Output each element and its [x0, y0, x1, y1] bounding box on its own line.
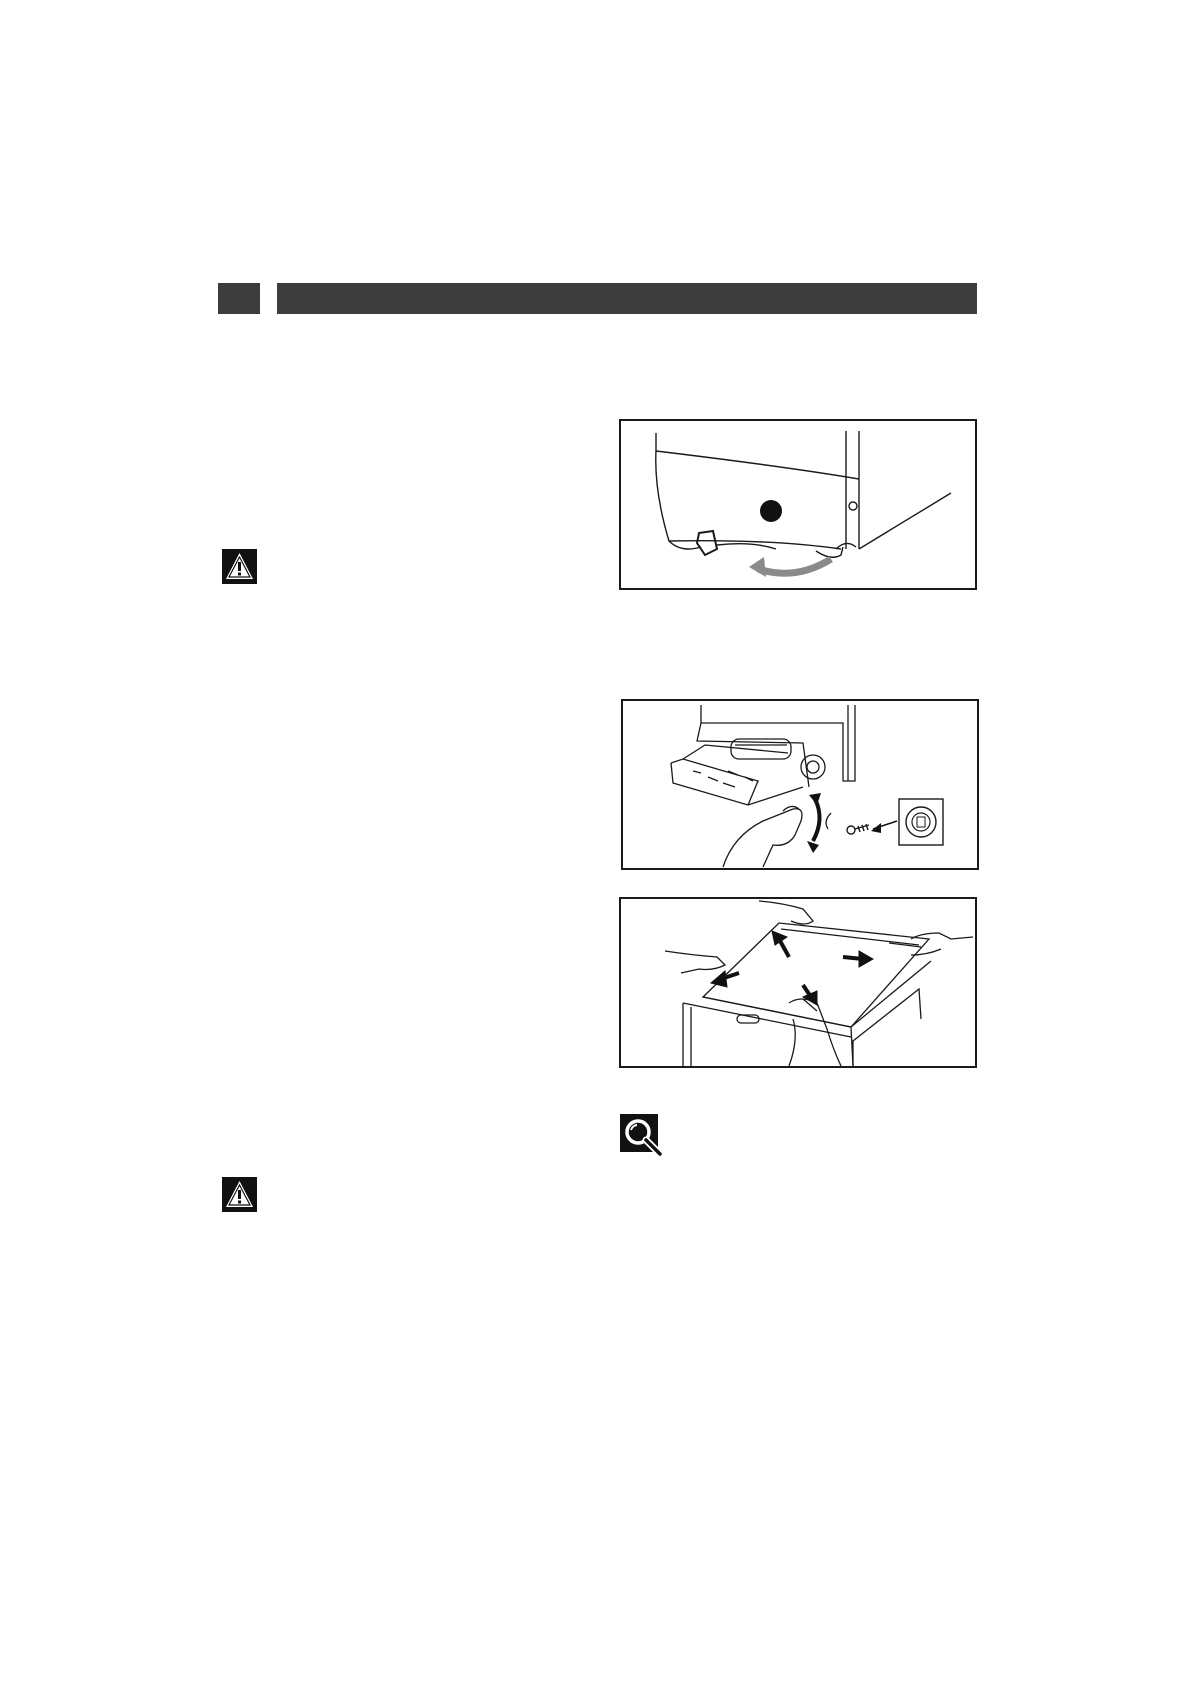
figure-remove-front-panel-screw — [621, 699, 979, 870]
top-panel-illustration — [621, 899, 975, 1066]
figure-remove-transit-bracket — [619, 419, 977, 590]
section-title-bar — [277, 283, 977, 314]
warning-triangle-icon — [222, 1177, 257, 1212]
magnifier-icon — [620, 1114, 664, 1158]
section-number-box — [218, 283, 260, 314]
warning-triangle-icon — [222, 549, 257, 584]
figure-level-top-panel — [619, 897, 977, 1068]
appliance-base-illustration — [621, 421, 975, 588]
front-panel-illustration — [623, 701, 977, 868]
